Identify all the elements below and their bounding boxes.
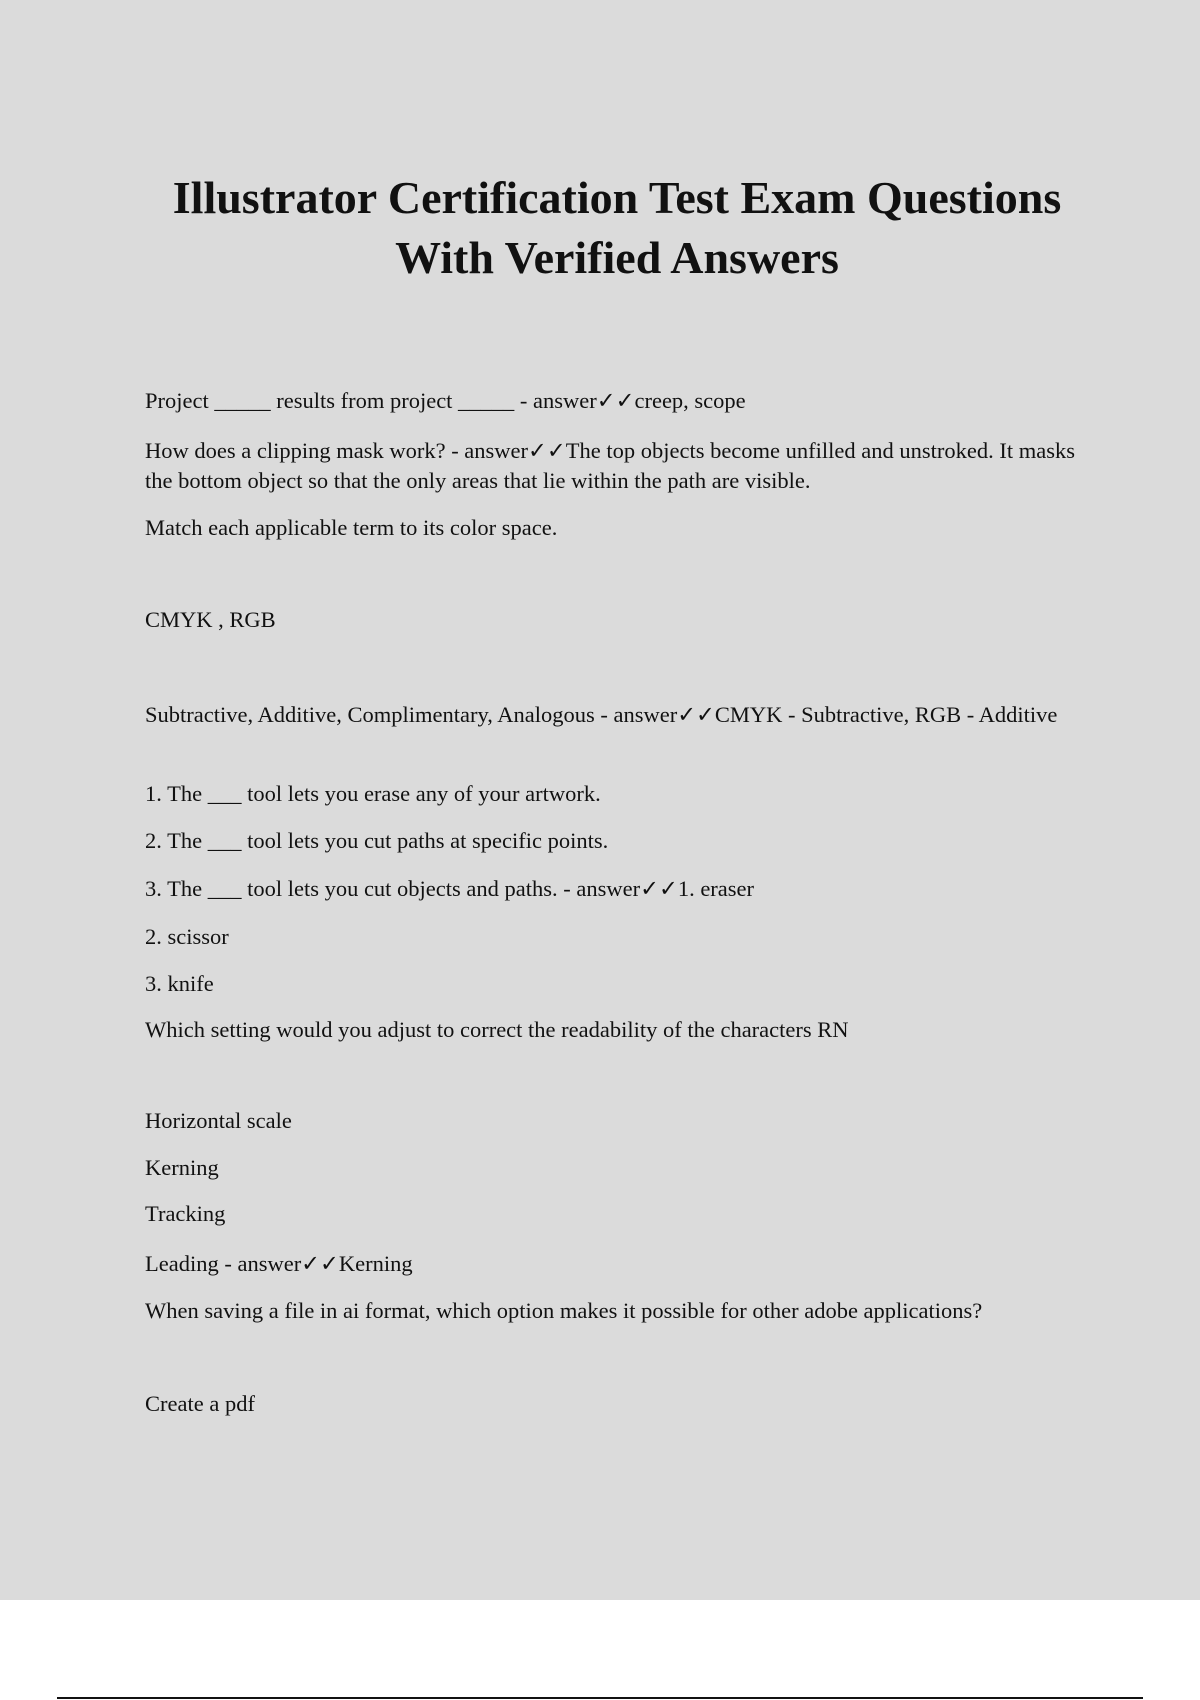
text-line: Kerning bbox=[145, 1155, 219, 1180]
text-line: Leading - answer✓✓Kerning bbox=[145, 1251, 413, 1276]
text-line: Project _____ results from project _____ - answer✓✓creep, scope bbox=[145, 388, 746, 413]
text-line: 1. The ___ tool lets you erase any of your artwork. bbox=[145, 781, 601, 806]
footer-divider bbox=[57, 1697, 1143, 1699]
text-line: Which setting would you adjust to correct the readability of the characters RN bbox=[145, 1017, 849, 1042]
document-title bbox=[0, 168, 1200, 288]
title-line-1: Illustrator Certification Test Exam Questions bbox=[172, 172, 1062, 223]
text-line: 3. The ___ tool lets you cut objects and paths. - answer✓✓1. eraser bbox=[145, 876, 755, 901]
text-line: Tracking bbox=[145, 1201, 226, 1226]
text-line: How does a clipping mask work? - answer✓✓The top objects become unfilled and unstroked. It masks the bottom object so that the only areas that lie within the path are visible. bbox=[145, 438, 1075, 493]
text-line: Create a pdf bbox=[145, 1391, 255, 1416]
text-line: CMYK , RGB bbox=[145, 607, 276, 632]
title-line-2: With Verified Answers bbox=[395, 232, 839, 283]
text-line: When saving a file in ai format, which option makes it possible for other adobe applications? bbox=[145, 1298, 983, 1323]
text-line: 2. The ___ tool lets you cut paths at specific points. bbox=[145, 828, 609, 853]
text-line: 3. knife bbox=[145, 971, 214, 996]
text-line: Subtractive, Additive, Complimentary, Analogous - answer✓✓CMYK - Subtractive, RGB - Additive bbox=[145, 702, 1058, 727]
text-line: Horizontal scale bbox=[145, 1108, 292, 1133]
text-line: 2. scissor bbox=[145, 924, 229, 949]
text-line: Match each applicable term to its color space. bbox=[145, 515, 558, 540]
